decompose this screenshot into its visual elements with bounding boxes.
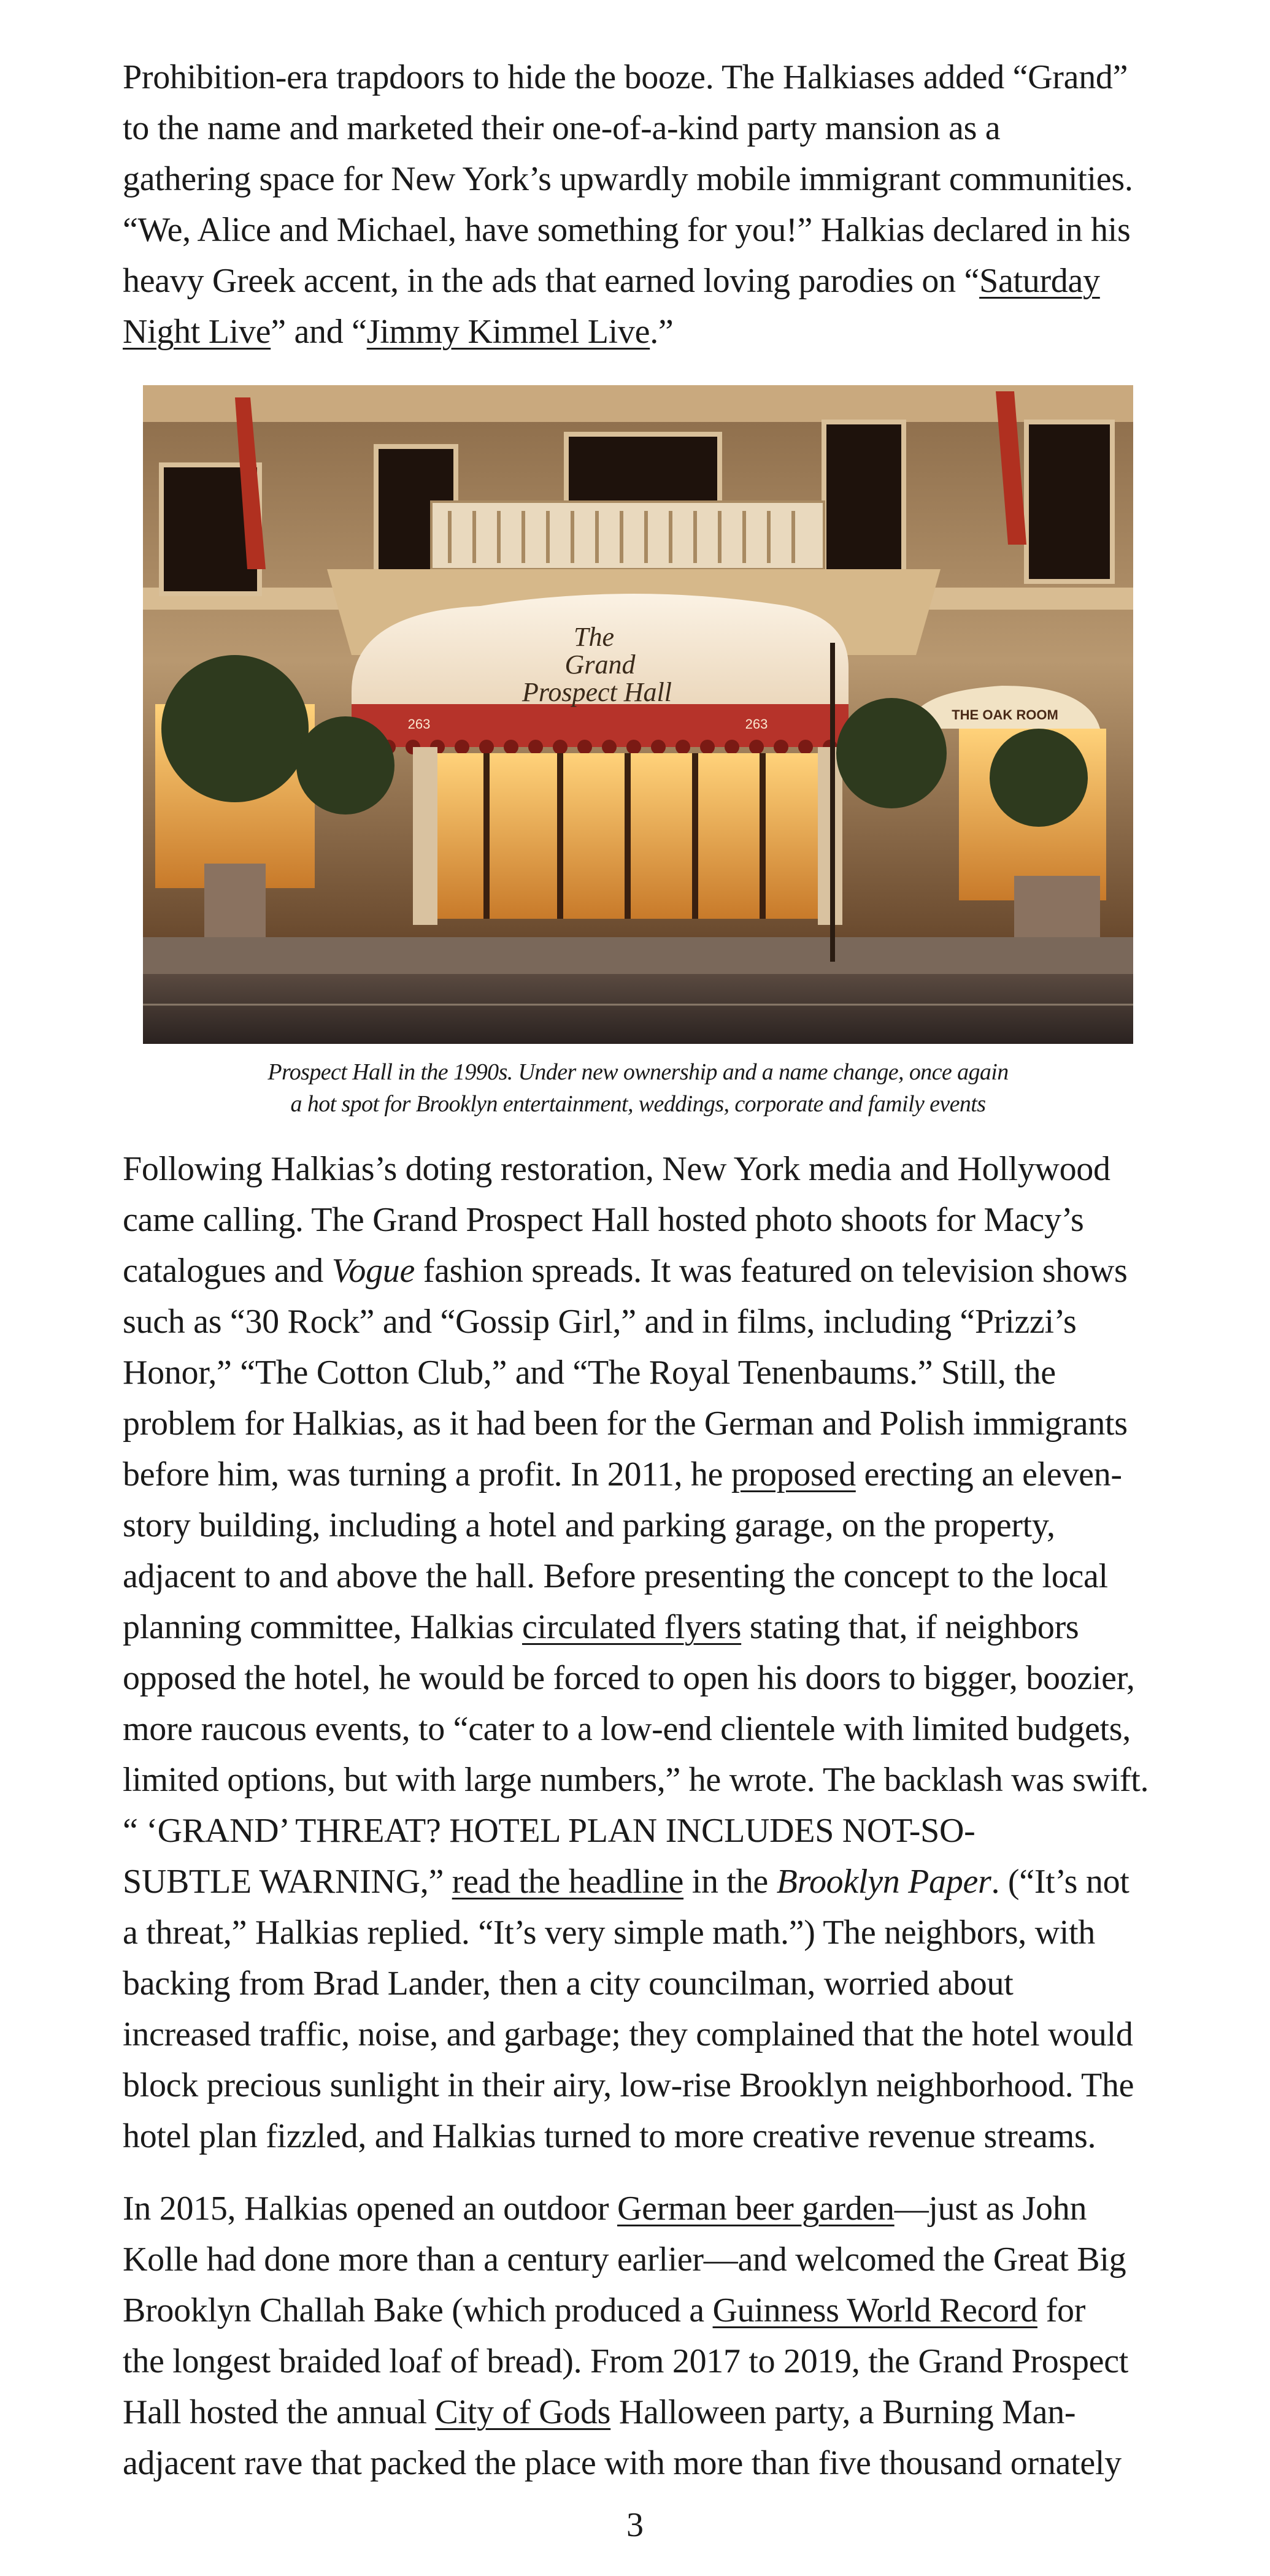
- brooklyn-paper-title: Brooklyn Paper: [776, 1863, 991, 1901]
- text-segment: before him, was turning a profit. In 2011, he: [123, 1455, 731, 1493]
- sidewalk: [143, 937, 1133, 974]
- text-line: problem for Halkias, as it had been for the German and Polish immigrants: [123, 1405, 1128, 1443]
- text-line: hotel plan fizzled, and Halkias turned to more creative revenue streams.: [123, 2117, 1096, 2155]
- saturday-night-live-link[interactable]: Saturday: [979, 262, 1100, 300]
- vogue-title: Vogue: [331, 1252, 415, 1290]
- text-line: [123, 1246, 1166, 1297]
- text-segment: Brooklyn Challah Bake (which produced a: [123, 2291, 713, 2329]
- awning-text-prospect-hall: Prospect Hall: [522, 677, 672, 707]
- address-number-left: 263: [407, 716, 431, 732]
- text-line: story building, including a hotel and parking garage, on the property,: [123, 1506, 1055, 1544]
- text-line: “ ‘GRAND’ THREAT? HOTEL PLAN INCLUDES NOT-SO-: [123, 1812, 976, 1850]
- jimmy-kimmel-live-link[interactable]: Jimmy Kimmel Live: [366, 313, 650, 351]
- text-segment: fashion spreads. It was featured on television shows: [415, 1252, 1128, 1290]
- text-line: [123, 1449, 1166, 1500]
- balcony: [431, 502, 824, 569]
- read-the-headline-link[interactable]: read the headline: [452, 1863, 684, 1901]
- text-segment: erecting an eleven-: [855, 1455, 1122, 1493]
- text-line: [123, 2387, 1166, 2438]
- awning-text-grand: Grand: [564, 650, 636, 680]
- text-line: adjacent to and above the hall. Before presenting the concept to the local: [123, 1557, 1108, 1595]
- german-beer-garden-link[interactable]: German beer garden: [617, 2190, 895, 2228]
- text-segment: Hall hosted the annual: [123, 2393, 436, 2431]
- text-line: came calling. The Grand Prospect Hall hosted photo shoots for Macy’s: [123, 1201, 1084, 1239]
- text-segment: SUBTLE WARNING,”: [123, 1863, 452, 1901]
- text-line: increased traffic, noise, and garbage; they complained that the hotel would: [123, 2015, 1133, 2053]
- text-segment: . (“It’s not: [991, 1863, 1130, 1901]
- text-line: [123, 2285, 1166, 2336]
- text-line: Kolle had done more than a century earlier—and welcomed the Great Big: [123, 2241, 1126, 2279]
- text-line: limited options, but with large numbers,” he wrote. The backlash was swift.: [123, 1761, 1149, 1799]
- oak-room-sign: THE OAK ROOM: [952, 707, 1058, 723]
- text-line: [123, 1602, 1166, 1653]
- text-segment: for: [1037, 2291, 1086, 2329]
- saturday-night-live-link-continued[interactable]: Night Live: [123, 313, 271, 351]
- text-segment: ” and “: [271, 313, 367, 351]
- text-line: opposed the hotel, he would be forced to open his doors to bigger, boozier,: [123, 1659, 1135, 1697]
- text-segment: In 2015, Halkias opened an outdoor: [123, 2190, 617, 2228]
- text-line: Honor,” “The Cotton Club,” and “The Royal Tenenbaums.” Still, the: [123, 1354, 1056, 1392]
- text-line: backing from Brad Lander, then a city councilman, worried about: [123, 1965, 1014, 2003]
- text-line: Following Halkias’s doting restoration, New York media and Hollywood: [123, 1150, 1110, 1188]
- photo-caption: [123, 1056, 1153, 1120]
- text-line: gathering space for New York’s upwardly mobile immigrant communities.: [123, 160, 1133, 198]
- lamp-post: [830, 643, 835, 962]
- caption-line: a hot spot for Brooklyn entertainment, weddings, corporate and family events: [290, 1091, 986, 1117]
- text-line: block precious sunlight in their airy, low-rise Brooklyn neighborhood. The: [123, 2066, 1134, 2104]
- text-line: a threat,” Halkias replied. “It’s very simple math.”) The neighbors, with: [123, 1914, 1096, 1952]
- guinness-world-record-link[interactable]: Guinness World Record: [712, 2291, 1037, 2329]
- text-segment: .”: [650, 313, 674, 351]
- paragraph-2: [123, 1144, 1166, 2162]
- paragraph-1: [123, 52, 1166, 358]
- text-line: the longest braided loaf of bread). From 2017 to 2019, the Grand Prospect: [123, 2342, 1129, 2380]
- caption-line: Prospect Hall in the 1990s. Under new ownership and a name change, once again: [267, 1059, 1009, 1085]
- text-segment: Halloween party, a Burning Man-: [610, 2393, 1076, 2431]
- proposed-link[interactable]: proposed: [731, 1455, 856, 1493]
- text-line: “We, Alice and Michael, have something for you!” Halkias declared in his: [123, 211, 1131, 249]
- text-line: Prohibition-era trapdoors to hide the booze. The Halkiases added “Grand”: [123, 58, 1128, 96]
- circulated-flyers-link[interactable]: circulated flyers: [522, 1608, 742, 1646]
- text-segment: in the: [683, 1863, 777, 1901]
- text-segment: planning committee, Halkias: [123, 1608, 522, 1646]
- column: [413, 747, 437, 925]
- text-line: [123, 307, 1166, 358]
- text-line: such as “30 Rock” and “Gossip Girl,” and in films, including “Prizzi’s: [123, 1303, 1077, 1341]
- awning-text-the: The: [574, 622, 614, 652]
- text-line: to the name and marketed their one-of-a-kind party mansion as a: [123, 109, 1001, 147]
- text-line: more raucous events, to “cater to a low-end clientele with limited budgets,: [123, 1710, 1131, 1748]
- text-segment: catalogues and: [123, 1252, 332, 1290]
- text-segment: stating that, if neighbors: [741, 1608, 1079, 1646]
- city-of-gods-link[interactable]: City of Gods: [435, 2393, 611, 2431]
- text-segment: heavy Greek accent, in the ads that earned loving parodies on “: [123, 262, 980, 300]
- paragraph-3: [123, 2183, 1166, 2489]
- street: [143, 974, 1133, 1044]
- grand-prospect-hall-photo: [143, 385, 1133, 1044]
- text-segment: —just as John: [894, 2190, 1087, 2228]
- text-line: [123, 1857, 1166, 1907]
- cornice-band: [143, 385, 1133, 422]
- address-number-right: 263: [745, 716, 768, 732]
- text-line: adjacent rave that packed the place with more than five thousand ornately: [123, 2444, 1122, 2482]
- page-number: 3: [626, 2506, 644, 2544]
- text-line: [123, 256, 1166, 307]
- text-line: [123, 2183, 1166, 2234]
